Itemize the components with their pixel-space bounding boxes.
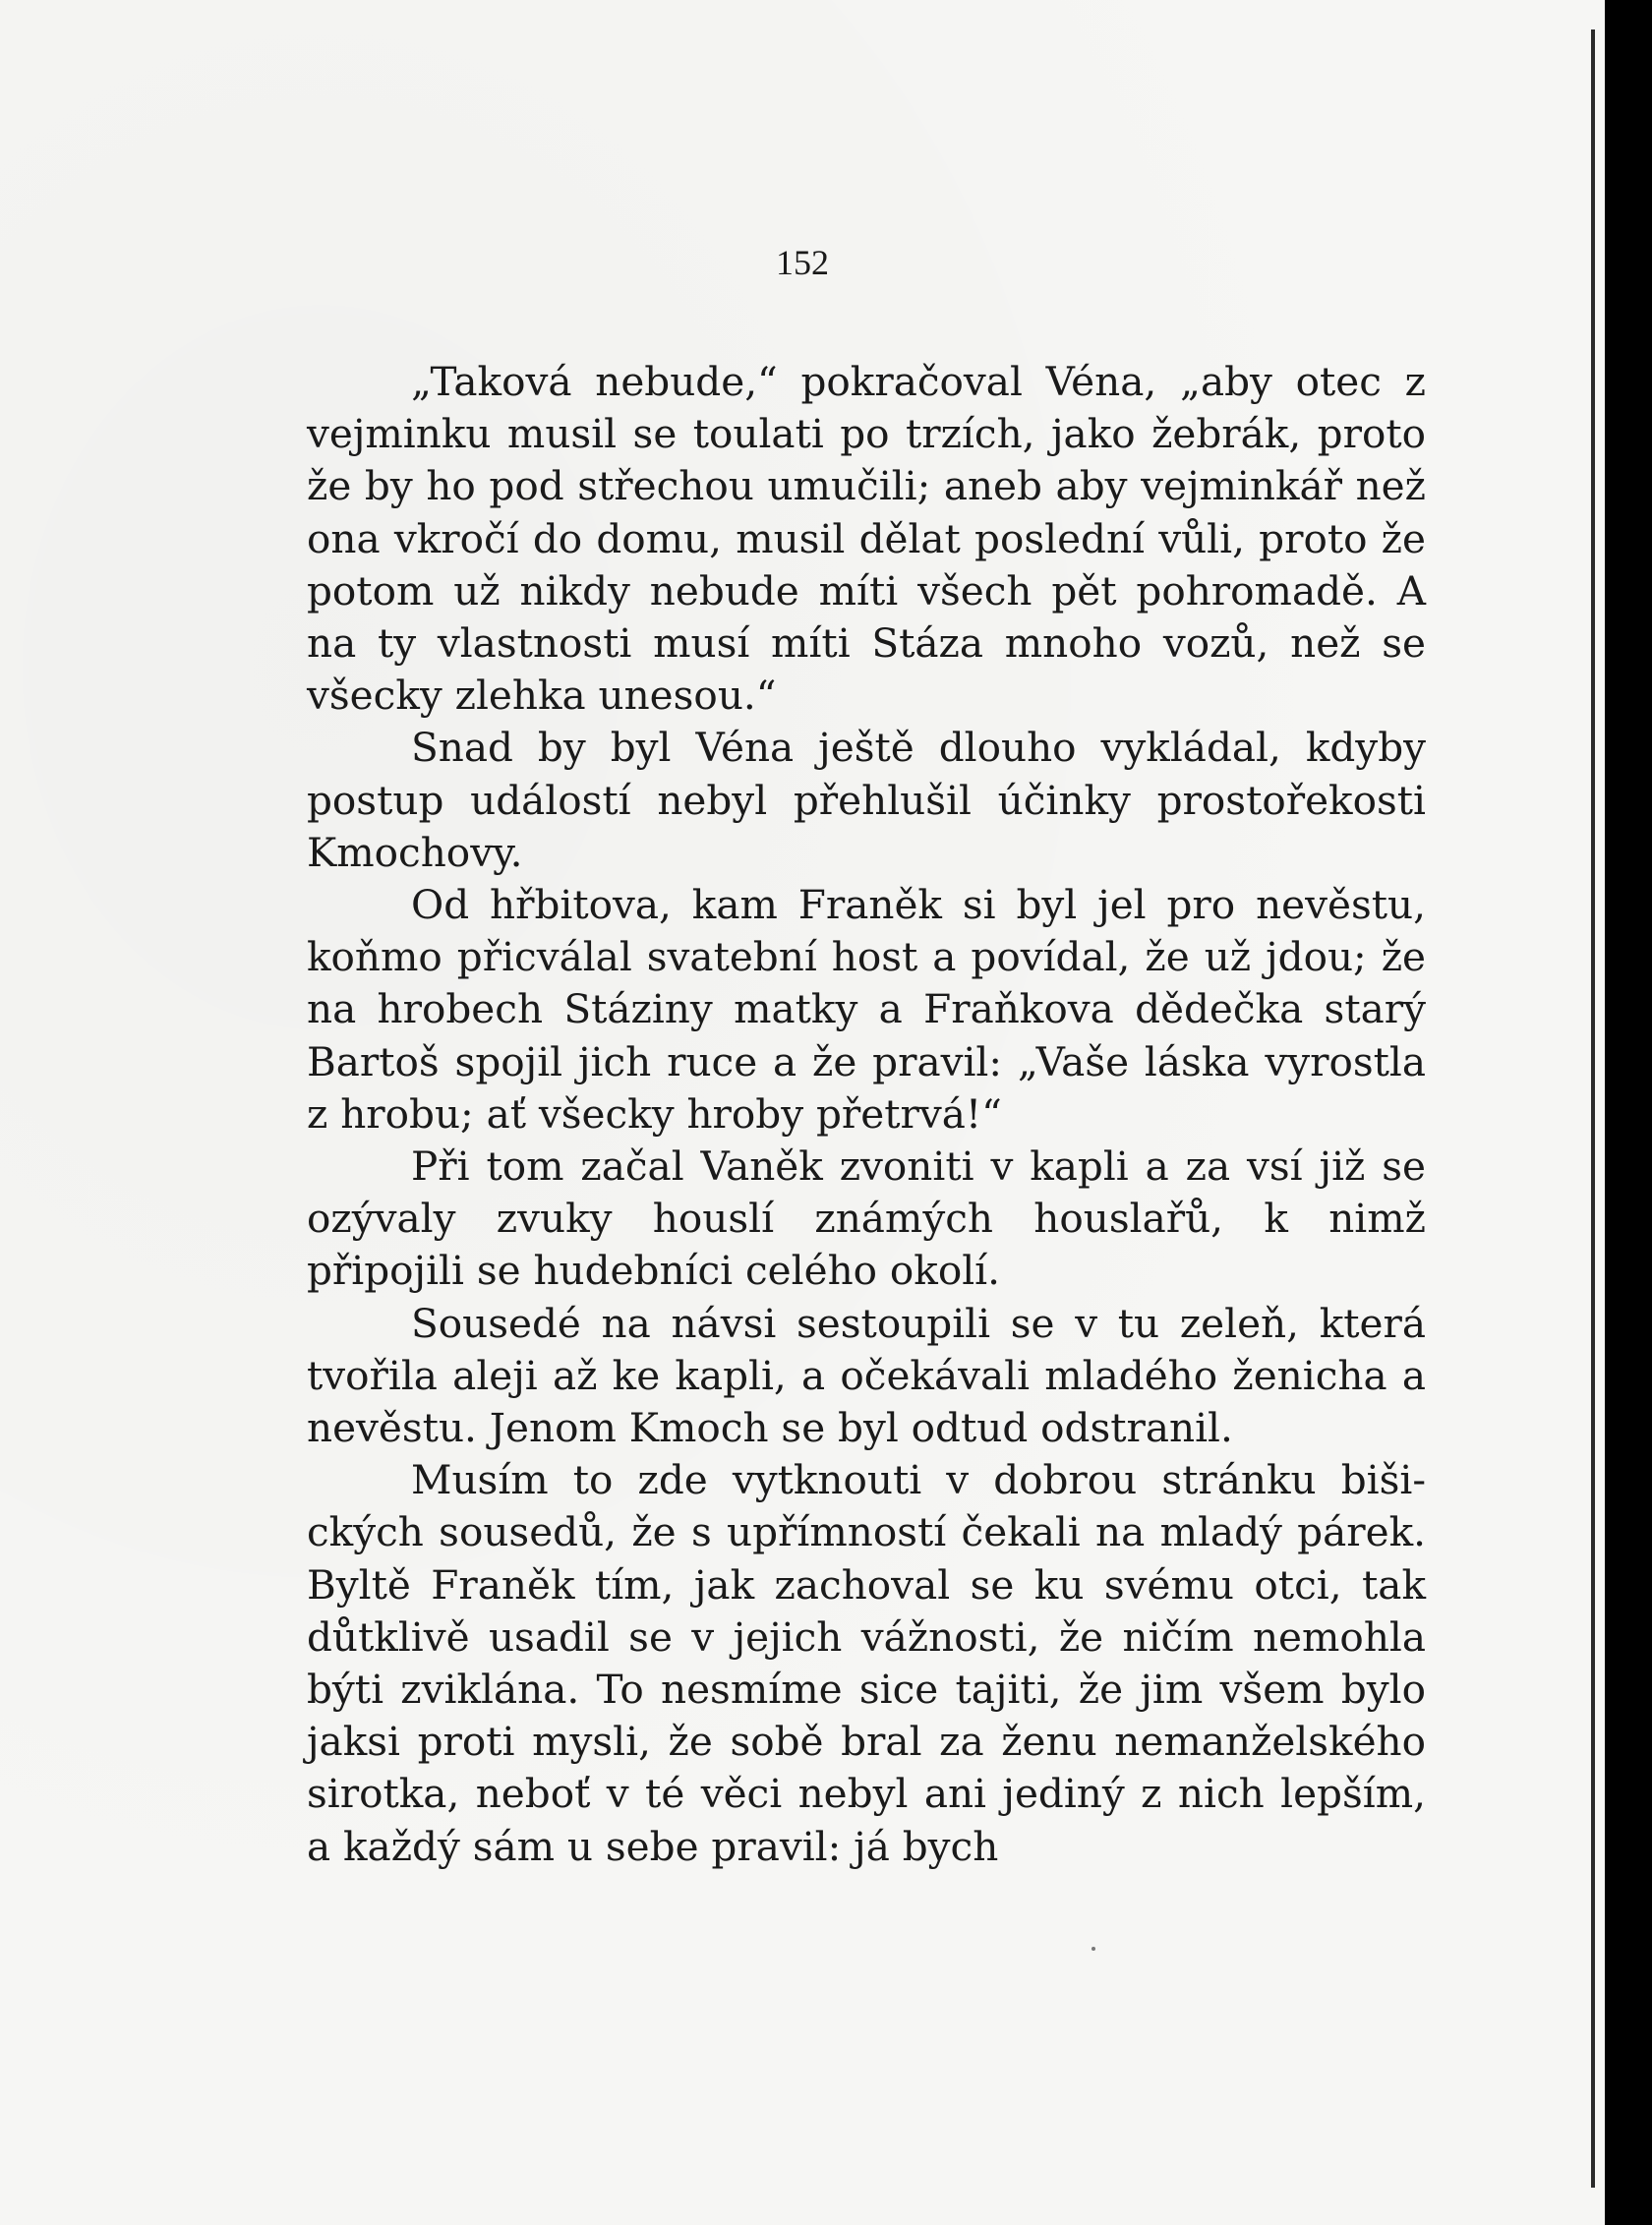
body-text	[307, 356, 1426, 1873]
paragraph: Sousedé na návsi sestoupili se v tu zeleň, která tvořila aleji až ke kapli, a očekávali mladého ženicha a nevěstu. Jenom Kmoch se byl odtud odstranil.	[307, 1299, 1426, 1452]
paragraph: Od hřbitova, kam Franěk si byl jel pro nevěstu, koňmo přicválal svatební host a povídal, že už jdou; že na hrobech Stáziny matky a Fraňkova dědečka starý Bartoš spojil jich ruce a že pravil: „Vaše láska vyrostla z hrobu; ať všecky hroby přetrvá!“	[307, 881, 1426, 1138]
paper-speck	[1092, 1947, 1095, 1951]
paragraph: „Taková nebude,“ pokračoval Véna, „aby otec z vejminku musil se toulati po trzích, jako žebrák, proto že by ho pod střechou umučili; aneb aby vejminkář než ona vkročí do domu, musil dělat poslední vůli, proto že potom už nikdy nebude míti všech pět pohromadě. A na ty vlastnosti musí míti Stáza mnoho vozů, než se všecky zlehka unesou.“	[307, 358, 1426, 720]
gutter-shadow	[1591, 29, 1595, 2188]
paragraph: Snad by byl Véna ještě dlouho vykládal, kdyby postup událostí nebyl přehlušil účinky prostořekosti Kmochovy.	[307, 724, 1426, 876]
page-number: 152	[776, 243, 829, 282]
paragraph: Musím to zde vytknouti v dobrou stránku bišických sousedů, že s upřímností čekali na mladý párek. Byltě Franěk tím, jak zachoval se ku svému otci, tak důtklivě usadil se v jejich vážnosti, že ničím nemohla býti zviklána. To nesmíme sice tajiti, že jim všem bylo jaksi proti mysli, že sobě bral za ženu nemanželského sirotka, neboť v té věci nebyl ani jediný z nich lepším, a každý sám u sebe pravil: já bych	[307, 1456, 1426, 1870]
book-binding-edge	[1605, 0, 1652, 2225]
paragraph: Při tom začal Vaněk zvoniti v kapli a za vsí již se ozývaly zvuky houslí známých houslařů, k nimž připojili se hudebníci celého okolí.	[307, 1142, 1426, 1295]
